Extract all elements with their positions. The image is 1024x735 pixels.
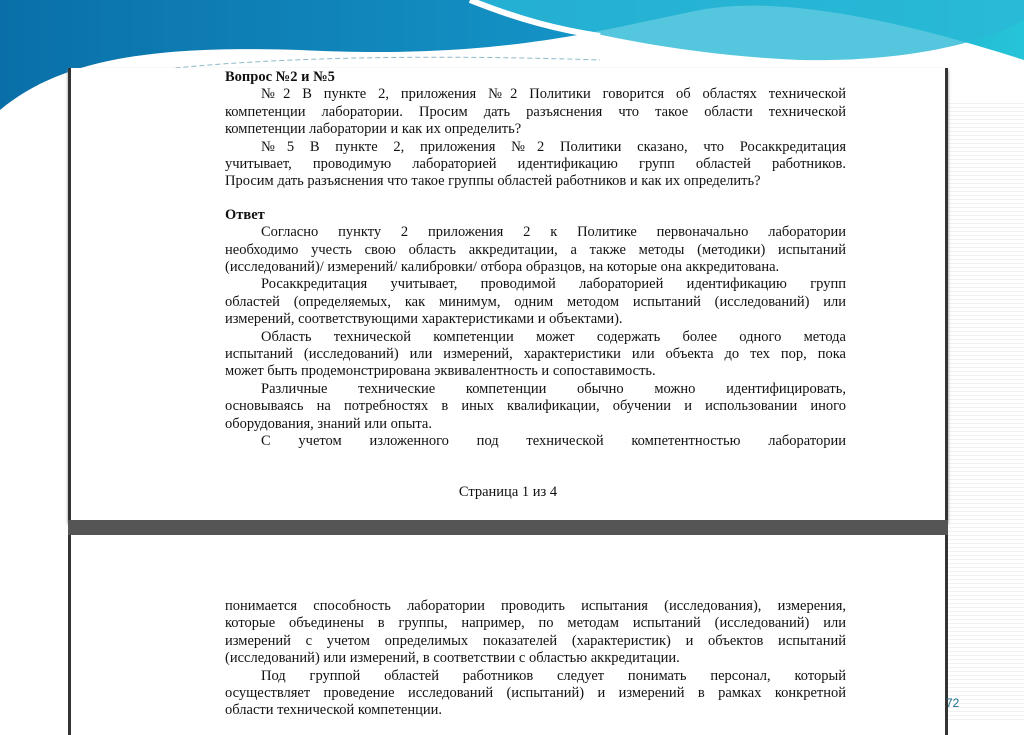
document-line: С учетом изложенного под технической компетентностью лаборатории [261,433,846,449]
document-line: (исследований) или измерений, в соответствии с областью аккредитации. [225,650,680,667]
document-line: оборудования, знаний или опыта. [225,415,432,432]
background-stripes [948,100,1024,723]
document-line: №2 В пункте 2, приложения №2 Политики говорится об областях технической [261,86,846,103]
document-line: Согласно пункту 2 приложения 2 к Политике первоначально лаборатории [261,224,846,241]
document-line: учитывает, проводимую лабораторией идентификацию групп областей работников. [225,156,846,172]
document-line: которые объединены в группы, например, по методам испытаний (исследований) или [225,615,846,632]
document-line: осуществляет проведение исследований (испытаний) и измерений в рамках конкретной [225,685,846,701]
document-page-2 [68,535,948,735]
document-line: областей (определяемых, как минимум, одним методом испытаний (исследований) или [225,293,846,310]
document-line: Различные технические компетенции обычно можно идентифицировать, [261,380,846,397]
document-page-1 [68,68,948,522]
page-separator [68,520,948,535]
document-line: Под группой областей работников следует понимать персонал, который [261,667,846,684]
document-line: понимается способность лаборатории проводить испытания (исследования), измерения, [225,598,846,614]
document-line: измерений с учетом определимых показателей (характеристик) и объектов испытаний [225,632,846,649]
document-line: Росаккредитация учитывает, проводимой лабораторией идентификацию групп [261,276,846,293]
document-line: испытаний (исследований) или измерений, характеристики или объекта до тех пор, пока [225,346,846,362]
document-line: необходимо учесть свою область аккредитации, а также методы (методики) испытаний [225,241,846,258]
document-line: Ответ [225,206,265,223]
slide-number: 72 [946,696,960,710]
document-line: компетенции лаборатории и как их определить? [225,121,522,138]
document-line: Вопрос №2 и №5 [225,69,335,85]
document-line: компетенции лаборатории. Просим дать разъяснения что такое области технической [225,103,846,120]
document-line: (исследований)/ измерений/ калибровки/ отбора образцов, на которые она аккредитована. [225,259,780,275]
document-line: Просим дать разъяснения что такое группы областей работников и как их определить? [225,173,761,190]
document-line: области технической компетенции. [225,702,443,719]
page-footer: Страница 1 из 4 [458,484,558,500]
document-line: №5 В пункте 2, приложения №2 Политики сказано, что Росаккредитация [261,138,846,155]
document-line: основываясь на потребностях в иных квалификации, обучении и использовании иного [225,398,846,415]
document-line: может быть продемонстрирована эквивалентность и сопоставимость. [225,363,656,380]
document-line: Область технической компетенции может содержать более одного метода [261,328,846,345]
document-line: измерений, соответствующими характеристиками и объектами). [225,311,623,328]
